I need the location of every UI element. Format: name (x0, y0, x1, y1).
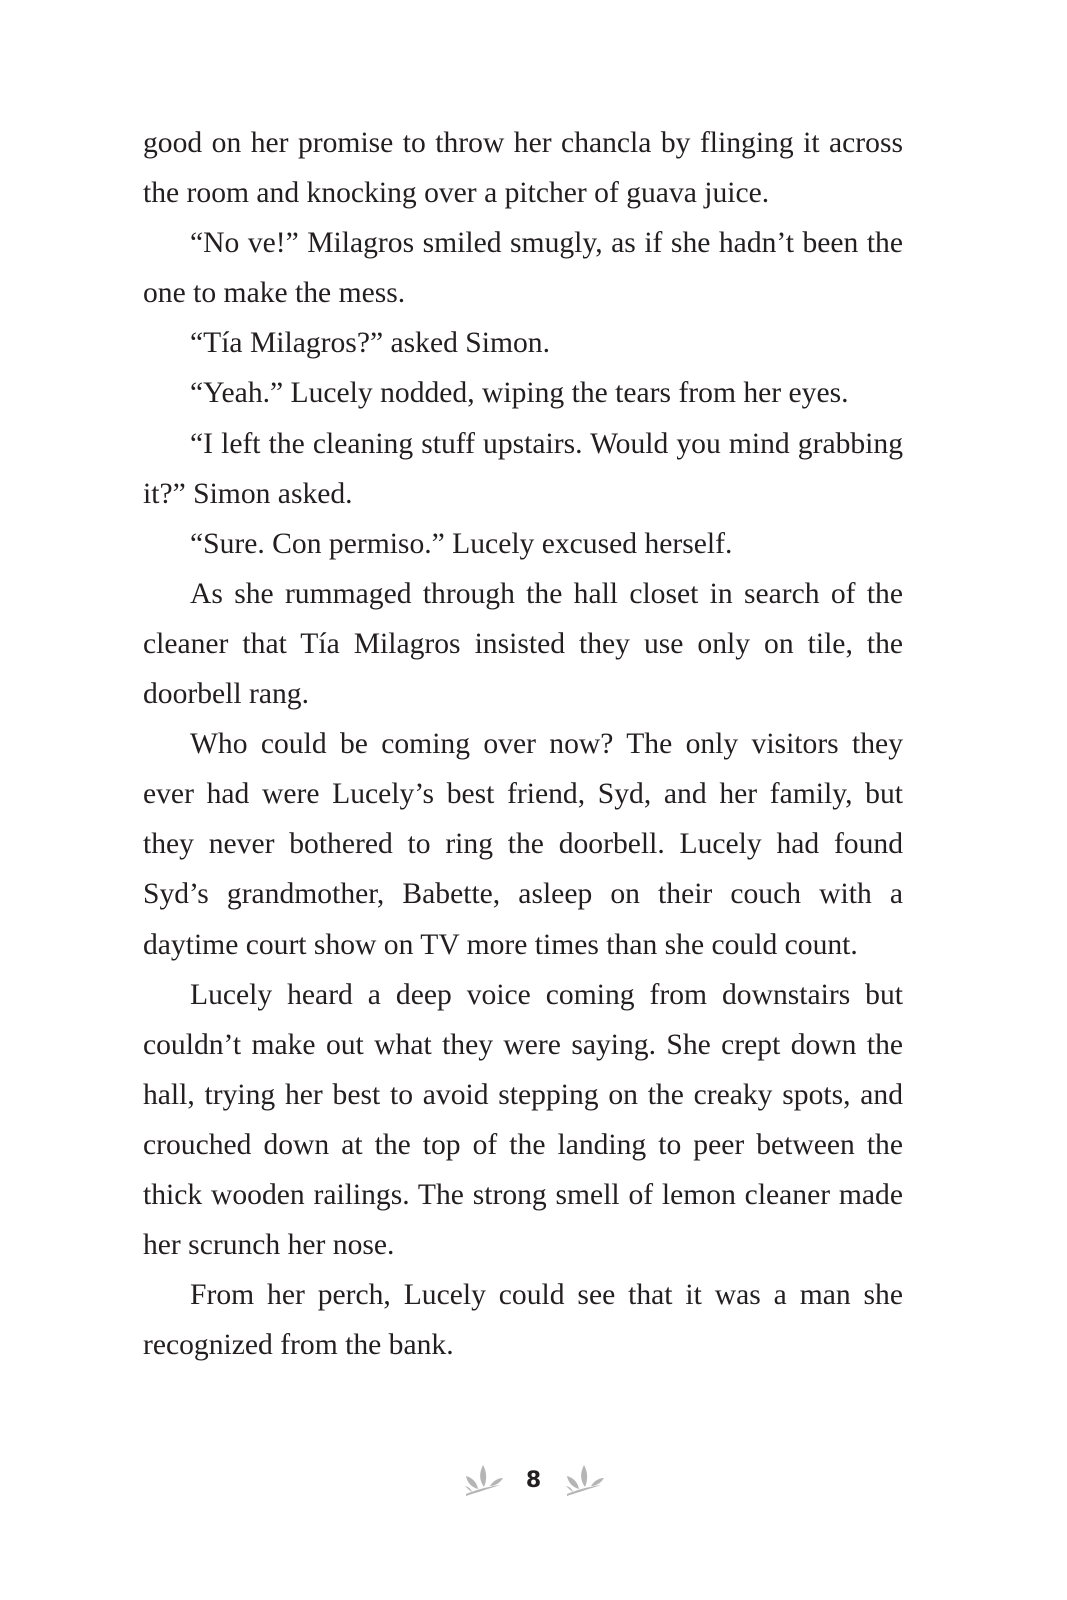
paragraph-5: “I left the cleaning stuff upstairs. Would you mind grabbing it?” Simon asked. (143, 427, 903, 510)
paragraph-3: “Tía Milagros?” asked Simon. (190, 327, 550, 360)
paragraph-1: good on her promise to throw her chancla by flinging it across the room and knocking over a pitcher of guava juice. (143, 127, 903, 210)
paragraph-2: “No ve!” Milagros smiled smugly, as if she hadn’t been the one to make the mess. (143, 227, 903, 310)
paragraph-10: From her perch, Lucely could see that it was a man she recognized from the bank. (143, 1279, 903, 1362)
paragraph-4: “Yeah.” Lucely nodded, wiping the tears from her eyes. (190, 377, 849, 410)
page-footer (0, 1455, 1067, 1505)
paragraph-6: “Sure. Con permiso.” Lucely excused herself. (190, 527, 733, 560)
paragraph-8: Who could be coming over now? The only visitors they ever had were Lucely’s best friend, Syd, and her family, but they never bothered to ring the doorbell. Lucely had found Syd’s grandmother, Babette, asleep on their couch with a daytime court show on TV more times than she could count. (143, 728, 903, 961)
paragraph-7: As she rummaged through the hall closet in search of the cleaner that Tía Milagros insisted they use only on tile, the doorbell rang. (143, 577, 903, 711)
paragraph-9: Lucely heard a deep voice coming from downstairs but couldn’t make out what they were saying. She crept down the hall, trying her best to avoid stepping on the creaky spots, and crouched down at the top of the landing to peer between the thick wooden railings. The strong smell of lemon cleaner made her scrunch her nose. (143, 978, 903, 1262)
page-number: 8 (525, 1467, 542, 1493)
laurel-sprig-icon (462, 1460, 504, 1500)
laurel-sprig-icon (563, 1460, 605, 1500)
body-text (143, 118, 903, 1370)
